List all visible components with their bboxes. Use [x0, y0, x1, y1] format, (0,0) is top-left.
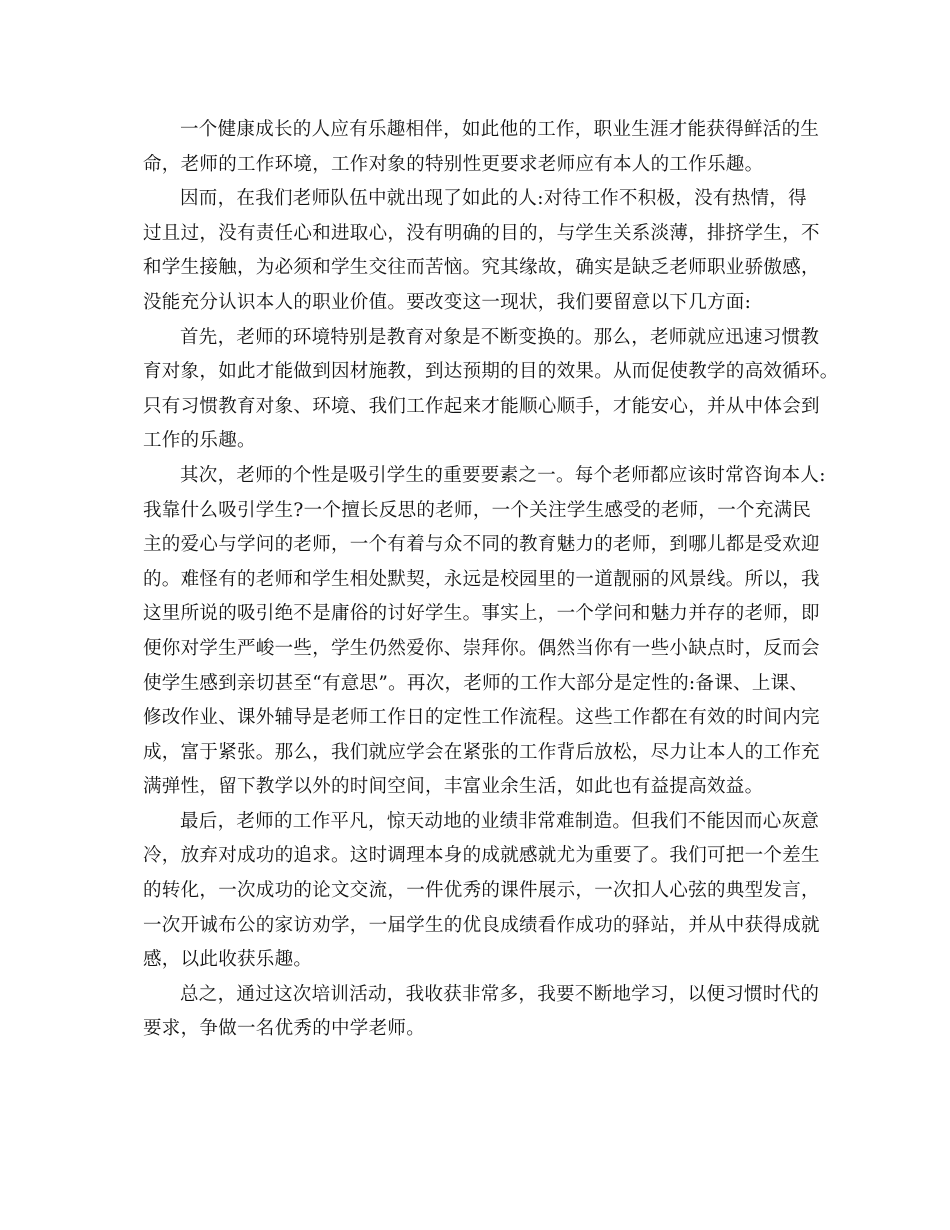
paragraph-line: 要求，争做一名优秀的中学老师。	[143, 1018, 426, 1040]
paragraph-line: 便你对学生严峻一些，学生仍然爱你、崇拜你。偶然当你有一些小缺点时，反而会	[143, 637, 820, 659]
paragraph-line: 主的爱心与学问的老师，一个有着与众不同的教育魅力的老师，到哪儿都是受欢迎	[143, 534, 820, 556]
paragraph-line: 首先，老师的环境特别是教育对象是不断变换的。那么，老师就应迅速习惯教	[180, 326, 820, 348]
paragraph-line: 满弹性，留下教学以外的时间空间，丰富业余生活，如此也有益提高效益。	[143, 776, 764, 798]
paragraph-line: 工作的乐趣。	[143, 430, 256, 452]
paragraph-line: 总之，通过这次培训活动，我收获非常多，我要不断地学习，以便习惯时代的	[180, 983, 820, 1005]
paragraph-line: 这里所说的吸引绝不是庸俗的讨好学生。事实上，一个学问和魅力并存的老师，即	[143, 603, 820, 625]
paragraph-line: 命，老师的工作环境，工作对象的特别性更要求老师应有本人的工作乐趣。	[143, 153, 764, 175]
paragraph-line: 修改作业、课外辅导是老师工作日的定性工作流程。这些工作都在有效的时间内完	[143, 707, 820, 729]
paragraph-3	[143, 321, 839, 459]
paragraph-line: 过且过，没有责任心和进取心，没有明确的目的，与学生关系淡薄，排挤学生，不	[143, 222, 820, 244]
paragraph-line: 一次开诚布公的家访劝学，一届学生的优良成绩看作成功的驿站，并从中获得成就	[143, 914, 820, 936]
paragraph-line: 我靠什么吸引学生?一个擅长反思的老师，一个关注学生感受的老师，一个充满民	[143, 499, 812, 521]
paragraph-line: 最后，老师的工作平凡，惊天动地的业绩非常难制造。但我们不能因而心灰意	[180, 810, 820, 832]
paragraph-line: 感，以此收获乐趣。	[143, 949, 313, 971]
paragraph-line: 的。难怪有的老师和学生相处默契，永远是校园里的一道靓丽的风景线。所以，我	[143, 568, 820, 590]
paragraph-2	[143, 182, 823, 320]
paragraph-line: 使学生感到亲切甚至“有意思”。再次，老师的工作大部分是定性的:备课、上课、	[143, 672, 809, 694]
document-body	[143, 113, 839, 1047]
paragraph-6	[143, 978, 823, 1047]
paragraph-line: 其次，老师的个性是吸引学生的重要要素之一。每个老师都应该时常咨询本人:	[180, 464, 826, 486]
paragraph-line: 的转化，一次成功的论文交流，一件优秀的课件展示，一次扣人心弦的典型发言，	[143, 880, 820, 902]
paragraph-line: 因而，在我们老师队伍中就出现了如此的人:对待工作不积极，没有热情，得	[180, 188, 807, 210]
paragraph-4	[143, 459, 826, 805]
paragraph-line: 育对象，如此才能做到因材施教，到达预期的目的效果。从而促使教学的高效循环。	[143, 361, 839, 383]
paragraph-5	[143, 805, 823, 978]
paragraph-line: 和学生接触，为必须和学生交往而苦恼。究其缘故，确实是缺乏老师职业骄傲感，	[143, 257, 820, 279]
paragraph-line: 只有习惯教育对象、环境、我们工作起来才能顺心顺手，才能安心，并从中体会到	[143, 395, 820, 417]
paragraph-line: 没能充分认识本人的职业价值。要改变这一现状，我们要留意以下几方面:	[143, 291, 752, 313]
paragraph-1	[143, 113, 823, 182]
paragraph-line: 一个健康成长的人应有乐趣相伴，如此他的工作，职业生涯才能获得鲜活的生	[180, 119, 820, 140]
paragraph-line: 成，富于紧张。那么，我们就应学会在紧张的工作背后放松，尽力让本人的工作充	[143, 741, 820, 763]
paragraph-line: 冷，放弃对成功的追求。这时调理本身的成就感就尤为重要了。我们可把一个差生	[143, 845, 820, 867]
